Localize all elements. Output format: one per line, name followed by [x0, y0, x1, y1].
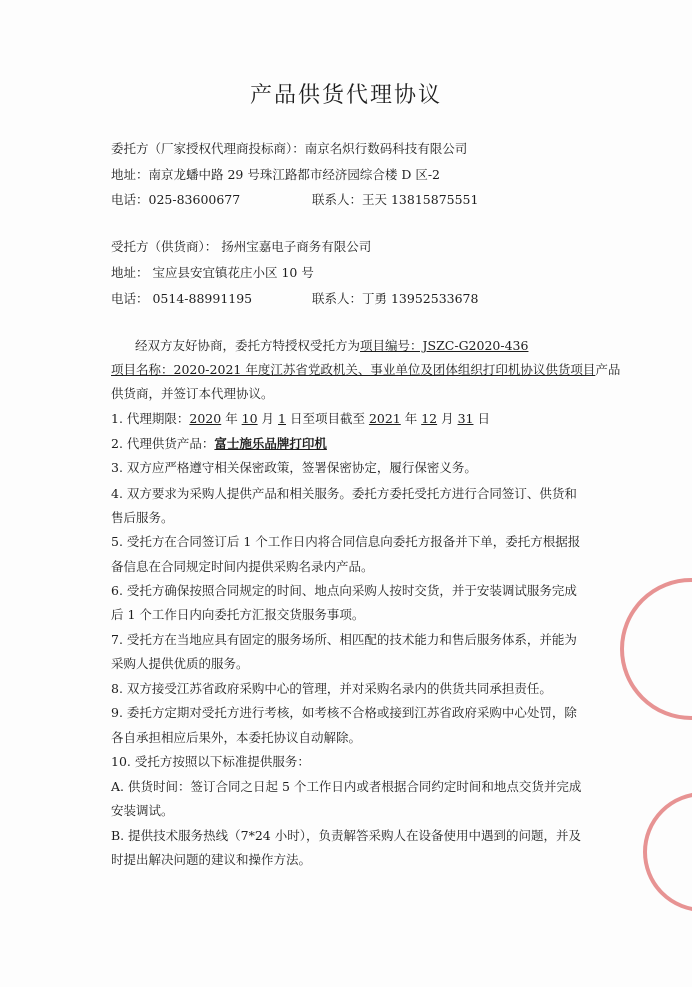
item-10: 10. 受托方按照以下标准提供服务：: [111, 754, 310, 769]
agent-address: 地址： 宝应县安宜镇花庄小区 10 号: [111, 265, 314, 280]
agent-phone: 电话： 0514-88991195: [111, 291, 253, 306]
item-3: 3. 双方应严格遵守相关保密政策，签署保密协定，履行保密义务。: [111, 460, 477, 475]
product-brand: 富士施乐品牌打印机: [214, 436, 327, 451]
intro-line-3: 供货商，并签订本代理协议。: [111, 386, 274, 401]
item-1: [111, 411, 490, 427]
item-5-line-1: 5. 受托方在合同签订后 1 个工作日内将合同信息向委托方报备并下单，委托方根据报: [111, 534, 581, 549]
agent-contact: 联系人：丁勇 13952533678: [312, 291, 479, 306]
item-1-end-year: 2021: [368, 411, 401, 426]
item-a-line-1: A. 供货时间：签订合同之日起 5 个工作日内或者根据合同约定时间和地点交货并完成: [111, 779, 582, 794]
item-5-line-2: 备信息在合同规定时间内提供采购名录内产品。: [111, 559, 374, 574]
intro-line-2: [111, 362, 620, 378]
item-1-text: 日: [473, 411, 490, 426]
item-1-text: 月: [257, 411, 279, 426]
intro-line-1: [135, 338, 528, 354]
principal-address: 地址：南京龙蟠中路 29 号珠江路都市经济园综合楼 D 区-2: [111, 167, 440, 182]
intro-text-2: 产品: [595, 362, 621, 377]
item-2-label: 2. 代理供货产品：: [111, 436, 215, 451]
item-1-text: 年: [400, 411, 422, 426]
project-number: 项目编号：JSZC-G2020-436: [360, 338, 529, 353]
item-b-line-1: B. 提供技术服务热线（7*24 小时），负责解答采购人在设备使用中遇到的问题，并及: [111, 828, 581, 843]
item-9-line-1: 9. 委托方定期对受托方进行考核，如考核不合格或接到江苏省政府采购中心处罚，除: [111, 705, 577, 720]
item-4-line-1: 4. 双方要求为采购人提供产品和相关服务。委托方委托受托方进行合同签订、供货和: [111, 486, 577, 501]
item-1-start-month: 10: [241, 411, 258, 426]
item-9-line-2: 各自承担相应后果外，本委托协议自动解除。: [111, 730, 362, 745]
item-6-line-2: 后 1 个工作日内向委托方汇报交货服务事项。: [111, 607, 365, 622]
principal-phone: 电话：025-83600677: [111, 192, 241, 207]
item-7-line-1: 7. 受托方在当地应具有固定的服务场所、相匹配的技术能力和售后服务体系，并能为: [111, 632, 577, 647]
item-6-line-1: 6. 受托方确保按照合同规定的时间、地点向采购人按时交货，并于安装调试服务完成: [111, 583, 577, 598]
item-b-line-2: 时提出解决问题的建议和操作方法。: [111, 852, 312, 867]
item-7-line-2: 采购人提供优质的服务。: [111, 656, 249, 671]
item-8: 8. 双方接受江苏省政府采购中心的管理，并对采购名录内的供货共同承担责任。: [111, 681, 552, 696]
project-name: 项目名称：2020-2021 年度江苏省党政机关、事业单位及团体组织打印机协议供货项目: [111, 362, 596, 377]
principal-line: 委托方（厂家授权代理商投标商）：南京名炽行数码科技有限公司: [111, 141, 468, 156]
item-1-text: 月: [437, 411, 458, 426]
item-1-text: 日至项目截至: [285, 411, 369, 426]
item-1-start-day: 1: [278, 411, 286, 426]
company-seal-stamp-2: [643, 792, 692, 912]
page-title: 产品供货代理协议: [249, 83, 442, 108]
item-1-end-month: 12: [421, 411, 438, 426]
item-1-start-year: 2020: [189, 411, 222, 426]
item-1-text: 年: [221, 411, 242, 426]
company-seal-stamp: [620, 578, 692, 720]
item-4-line-2: 售后服务。: [111, 510, 174, 525]
item-1-end-day: 31: [457, 411, 474, 426]
item-2: [111, 436, 327, 452]
principal-contact: 联系人：王天 13815875551: [312, 192, 479, 207]
item-a-line-2: 安装调试。: [111, 803, 174, 818]
intro-text: 经双方友好协商，委托方特授权受托方为: [135, 338, 361, 353]
item-1-label: 1. 代理期限：: [111, 411, 190, 426]
agent-line: 受托方（供货商）： 扬州宝嘉电子商务有限公司: [111, 239, 372, 254]
